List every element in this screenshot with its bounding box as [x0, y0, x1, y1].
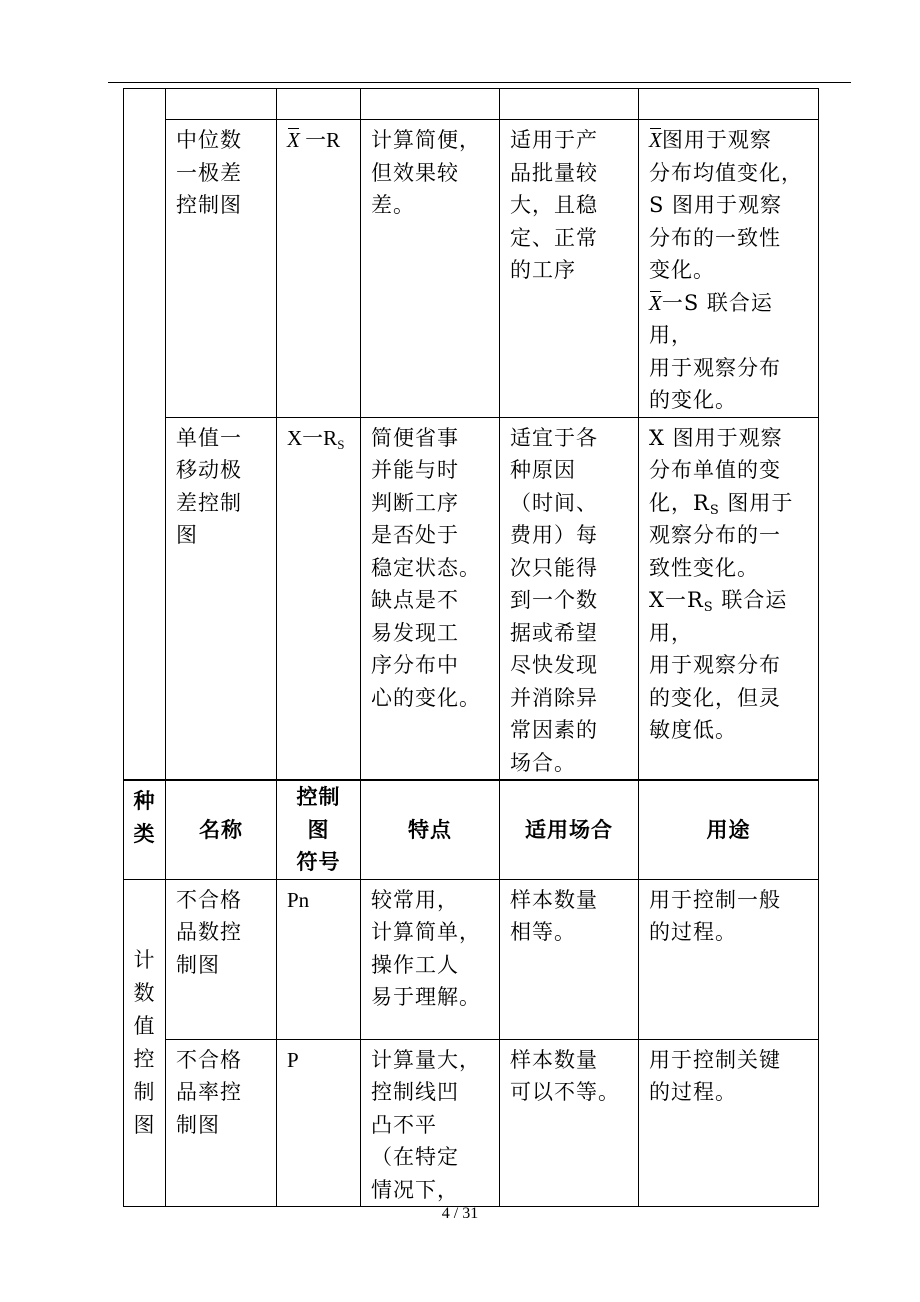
usage-cell: 样本数量 可以不等。 — [500, 1039, 639, 1207]
kind-cell: 计数值控制图 — [124, 879, 166, 1207]
page-number: 4 / 31 — [441, 1205, 479, 1222]
chart-symbol-cell: X一$R_S$ — [277, 417, 361, 780]
chart-symbol-cell: P — [277, 1039, 361, 1207]
chart-name-cell: 中位数 一极差 控制图 — [166, 120, 277, 418]
chart-symbol-cell: Pn — [277, 879, 361, 1039]
feature-cell: 计算量大， 控制线凹 凸不平 （在特定 情况下， — [361, 1039, 500, 1207]
feature-cell: 简便省事 并能与时 判断工序 是否处于 稳定状态。 缺点是不 易发现工 序分布中 心的变化。 — [361, 417, 500, 780]
header-rule — [108, 82, 851, 83]
header-usage: 适用场合 — [500, 781, 639, 880]
purpose-cell: X 图用于观察 分布单值的变 化，$R_S$ 图用于 观察分布的一 致性变化。 X一$R_S$ 联合运用， 用于观察分布 的变化，但灵 敏度低。 — [639, 417, 819, 780]
feature-cell: 较常用， 计算简单， 操作工人 易于理解。 — [361, 879, 500, 1039]
chart-symbol-cell: X 一R — [277, 120, 361, 418]
chart-name-cell: 不合格 品数控 制图 — [166, 879, 277, 1039]
table-row — [124, 417, 819, 780]
header-kind: 种类 — [124, 781, 166, 880]
purpose-cell: 用于控制关键 的过程。 — [639, 1039, 819, 1207]
header-feature: 特点 — [361, 781, 500, 880]
usage-cell: 适宜于各 种原因 （时间、 费用）每 次只能得 到一个数 据或希望 尽快发现 并消除异 常因素的 场合。 — [500, 417, 639, 780]
x-bar-symbol: X — [287, 124, 300, 157]
table-row-empty — [124, 89, 819, 120]
feature-cell: 计算简便， 但效果较 差。 — [361, 120, 500, 418]
table-row — [124, 879, 819, 1039]
usage-cell: 样本数量 相等。 — [500, 879, 639, 1039]
table-header-row — [124, 781, 819, 880]
table-row — [124, 1039, 819, 1207]
control-chart-table-continued — [123, 88, 819, 780]
count-control-chart-table — [123, 780, 819, 1207]
chart-name-cell: 不合格 品率控 制图 — [166, 1039, 277, 1207]
table-row — [124, 120, 819, 418]
header-purpose: 用途 — [639, 781, 819, 880]
purpose-cell: 用于控制一般 的过程。 — [639, 879, 819, 1039]
chart-name-cell: 单值一 移动极 差控制 图 — [166, 417, 277, 780]
kind-cell — [124, 89, 166, 780]
header-symbol: 控制 图 符号 — [277, 781, 361, 880]
header-name: 名称 — [166, 781, 277, 880]
usage-cell: 适用于产 品批量较 大，且稳 定、正常 的工序 — [500, 120, 639, 418]
purpose-cell: X图用于观察 分布均值变化， S 图用于观察 分布的一致性 变化。 X一S 联合运用， 用于观察分布 的变化。 — [639, 120, 819, 418]
